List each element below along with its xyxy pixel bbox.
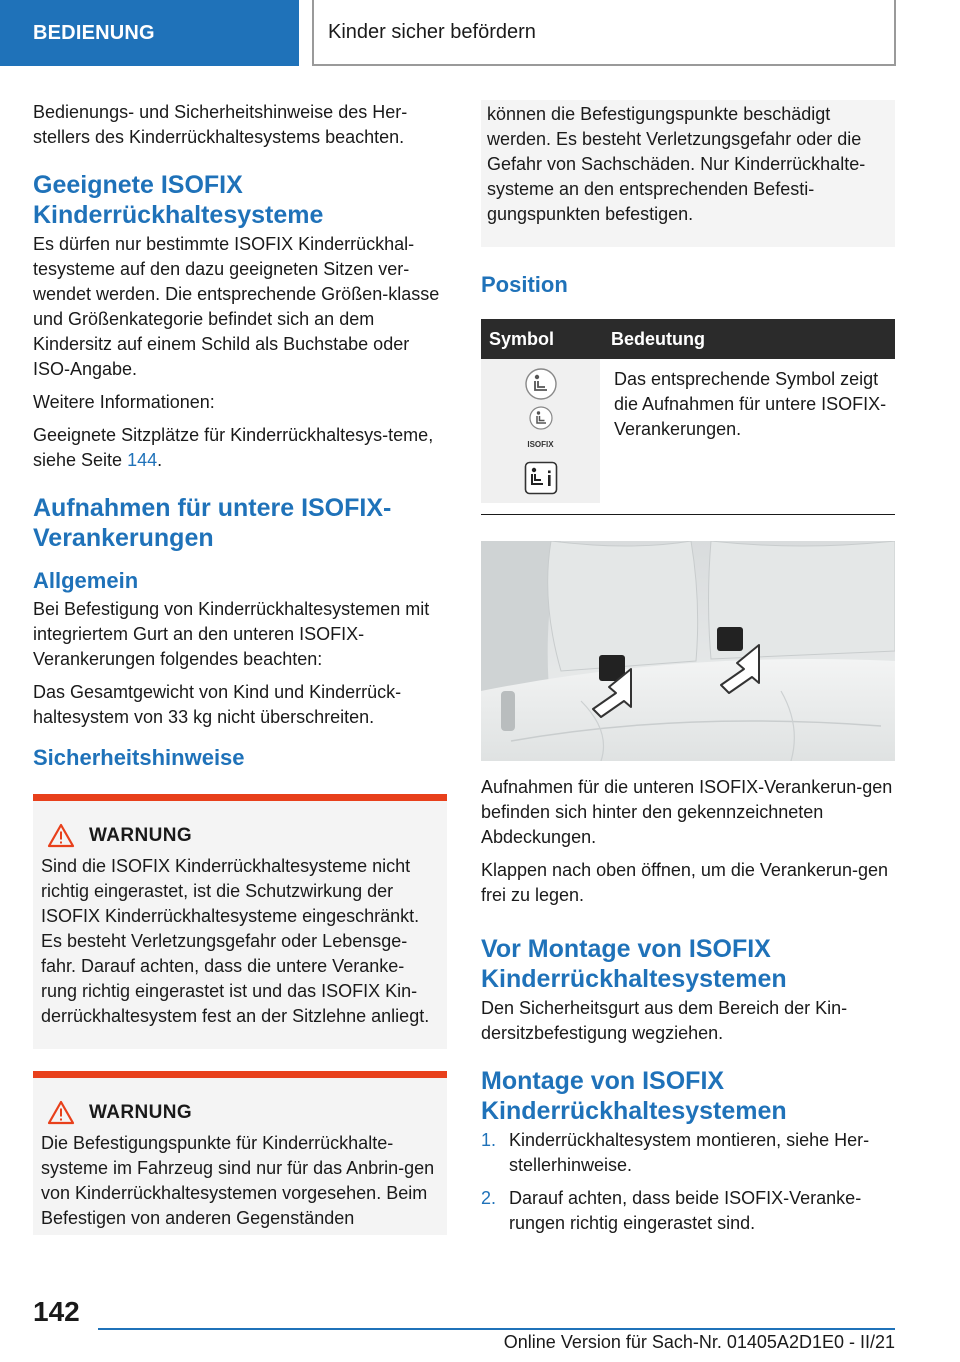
child-seat-small-icon [528, 405, 554, 431]
isofix-symbols [489, 367, 592, 495]
step-number: 1. [481, 1130, 497, 1150]
symbol-table-header [481, 319, 895, 359]
rear-seat-photo [481, 541, 895, 761]
heading-safety-notes: Sicherheitshinweise [33, 745, 245, 770]
warning-box-2 [33, 1071, 447, 1235]
step-number: 2. [481, 1188, 497, 1208]
isofix-label: ISOFIX [527, 440, 554, 449]
warning-header-1 [41, 823, 437, 848]
header-chapter-title [312, 0, 896, 66]
heading-suitable-systems: Geeignete ISOFIX Kinderrückhaltesysteme [33, 171, 324, 229]
table-bottom-rule [481, 503, 895, 515]
heading-general: Allgemein [33, 568, 139, 593]
warning-title-2: WARNUNG [89, 1101, 193, 1123]
suitable-seats-paragraph [33, 423, 447, 473]
mounting-steps [481, 1128, 895, 1236]
footer-online-version: Online Version für Sach-Nr. 01405A2D1E0 - II/21 [503, 1332, 895, 1352]
step-text: Kinderrückhaltesystem montieren, siehe Her-stellerhinweise. [509, 1130, 870, 1175]
general-paragraph: Bei Befestigung von Kinderrückhaltesystemen mit integriertem Gurt an den unteren ISOFIX-Verankerungen folgendes beachten: [33, 599, 430, 669]
list-item [481, 1128, 895, 1178]
list-item [481, 1186, 895, 1236]
page-reference-link[interactable]: 144 [127, 450, 158, 470]
warning-triangle-icon [47, 823, 75, 848]
symbol-table [481, 319, 895, 503]
before-mounting-paragraph: Den Sicherheitsgurt aus dem Bereich der Kin-dersitzbefestigung wegziehen. [481, 998, 848, 1043]
suitable-seats-period: . [157, 450, 163, 470]
warning-box-1 [33, 794, 447, 1049]
child-seat-info-icon [524, 461, 558, 495]
left-column [33, 100, 447, 1235]
heading-lower-anchors: Aufnahmen für untere ISOFIX-Verankerungen [33, 494, 392, 552]
warning-text-2: Die Befestigungspunkte für Kinderrückhalte-systeme im Fahrzeug sind nur für das Anbrin-gen von Kinderrückhaltesystemen vorgesehen. Beim Befestigen von anderen Gegenständen [41, 1133, 435, 1228]
symbol-cell [481, 359, 603, 503]
warning-header-2 [41, 1100, 437, 1125]
more-info-label: Weitere Informationen: [33, 392, 215, 412]
photo-caption: Aufnahmen für die unteren ISOFIX-Verankerun-gen befinden sich hinter den gekennzeichneten Abdeckungen. [481, 777, 893, 847]
heading-before-mounting: Vor Montage von ISOFIX Kinderrückhaltesystemen [481, 935, 787, 993]
footer-rule [98, 1328, 895, 1330]
warning-box-2-continued [481, 100, 895, 247]
child-seat-icon [524, 367, 558, 401]
warning-text-1: Sind die ISOFIX Kinderrückhaltesysteme nicht richtig eingerastet, ist die Schutzwirkung der ISOFIX Kinderrückhaltesysteme eingeschränkt. Es besteht Verletzungsgefahr oder Lebensge-fahr. Darauf achten, dass die untere Veranke-rung richtig eingerastet ist und das ISOFIX Kin-derrückhaltesystem fest an der Sitzlehne anliegt. [41, 856, 430, 1026]
heading-position: Position [481, 272, 568, 297]
intro-paragraph: Bedienungs- und Sicherheitshinweise des Her-stellers des Kinderrückhaltesystems beachten. [33, 102, 408, 147]
meaning-cell: Das entsprechende Symbol zeigt die Aufnahmen für untere ISOFIX-Verankerungen. [614, 369, 887, 439]
warning-title-1: WARNUNG [89, 824, 193, 846]
suitable-systems-paragraph: Es dürfen nur bestimmte ISOFIX Kinderrückhal-tesysteme auf den dazu geeigneten Sitzen ver-wendet werden. Die entsprechende Größen-klasse und Größenkategorie befindet sich an dem Kindersitz auf einem Schild als Buchstabe oder ISO-Angabe. [33, 234, 440, 379]
column-header-meaning: Bedeutung [603, 319, 895, 359]
suitable-seats-text: Geeignete Sitzplätze für Kinderrückhaltesys-teme, siehe Seite [33, 425, 434, 470]
right-column [481, 100, 895, 1244]
header-section-tab [0, 0, 299, 66]
warning-triangle-icon [47, 1100, 75, 1125]
weight-paragraph: Das Gesamtgewicht von Kind und Kinderrück-haltesystem von 33 kg nicht überschreiten. [33, 682, 402, 727]
header-section-label: BEDIENUNG [33, 21, 155, 44]
flaps-paragraph: Klappen nach oben öffnen, um die Verankerun-gen frei zu legen. [481, 860, 888, 905]
column-header-symbol: Symbol [481, 319, 603, 359]
table-row [481, 359, 895, 503]
heading-mounting: Montage von ISOFIX Kinderrückhaltesystemen [481, 1067, 787, 1125]
warning-text-2-continued: können die Befestigungspunkte beschädigt werden. Es besteht Verletzungsgefahr oder die Gefahr von Sachschäden. Nur Kinderrückhalte-systeme an den entsprechenden Befesti-gungspunkten befestigen. [487, 104, 866, 224]
header-chapter-label: Kinder sicher befördern [328, 20, 536, 43]
step-text: Darauf achten, dass beide ISOFIX-Veranke-rungen richtig eingerastet sind. [509, 1188, 862, 1233]
page-number: 142 [33, 1296, 80, 1327]
